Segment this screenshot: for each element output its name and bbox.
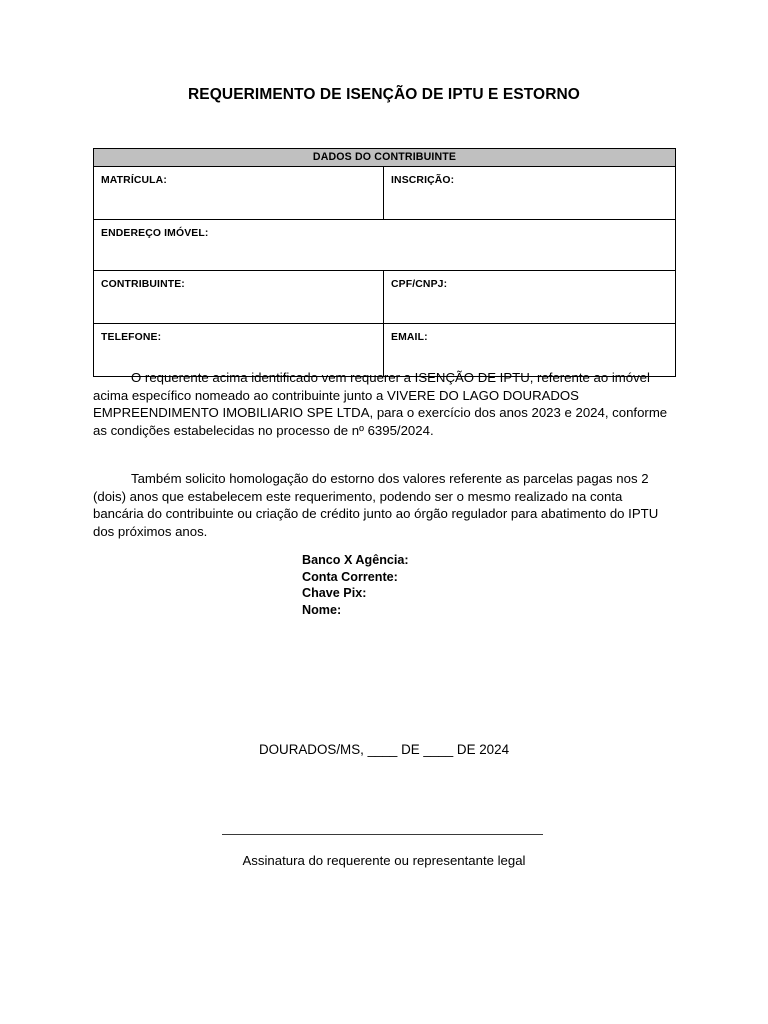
table-row bbox=[94, 271, 676, 324]
bank-pix-key-label[interactable]: Chave Pix: bbox=[302, 586, 367, 601]
field-email-label[interactable]: EMAIL: bbox=[384, 324, 676, 377]
field-telefone-label[interactable]: TELEFONE: bbox=[94, 324, 384, 377]
signature-line[interactable] bbox=[222, 834, 543, 835]
signature-caption: Assinatura do requerente ou representante legal bbox=[242, 853, 526, 868]
table-header-row bbox=[94, 149, 676, 167]
table-header-cell: DADOS DO CONTRIBUINTE bbox=[94, 149, 676, 167]
bank-holder-name-label[interactable]: Nome: bbox=[302, 602, 342, 617]
bank-details-block bbox=[302, 552, 409, 618]
field-matricula-label[interactable]: MATRÍCULA: bbox=[94, 167, 384, 220]
bank-agency-label[interactable]: Banco X Agência: bbox=[302, 553, 409, 567]
date-line[interactable]: DOURADOS/MS, ____ DE ____ DE 2024 bbox=[258, 742, 510, 757]
taxpayer-data-table bbox=[93, 148, 676, 377]
page-title: REQUERIMENTO DE ISENÇÃO DE IPTU E ESTORNO bbox=[188, 86, 580, 103]
body-paragraph-refund: Também solicito homologação do estorno dos valores referente as parcelas pagas nos 2 (dois) anos que estabelecem este requerimento, podendo ser o mesmo realizado na conta bancária do contribuinte ou criação de crédito junto ao órgão regulador para abatimento do IPTU dos próximos anos. bbox=[93, 471, 659, 539]
table-row bbox=[94, 220, 676, 271]
field-endereco-imovel-label[interactable]: ENDEREÇO IMÓVEL: bbox=[94, 220, 676, 271]
table-row bbox=[94, 167, 676, 220]
body-paragraph-request: O requerente acima identificado vem requerer a ISENÇÃO DE IPTU, referente ao imóvel acima específico nomeado ao contribuinte junto a VIVERE DO LAGO DOURADOS EMPREENDIMENTO IMOBILIARIO SPE LTDA, para o exercício dos anos 2023 e 2024, conforme as condições estabelecidas no processo de nº 6395/2024. bbox=[93, 370, 668, 438]
bank-account-label[interactable]: Conta Corrente: bbox=[302, 569, 398, 584]
field-contribuinte-label[interactable]: CONTRIBUINTE: bbox=[94, 271, 384, 324]
field-inscricao-label[interactable]: INSCRIÇÃO: bbox=[384, 167, 676, 220]
field-cpf-cnpj-label[interactable]: CPF/CNPJ: bbox=[384, 271, 676, 324]
